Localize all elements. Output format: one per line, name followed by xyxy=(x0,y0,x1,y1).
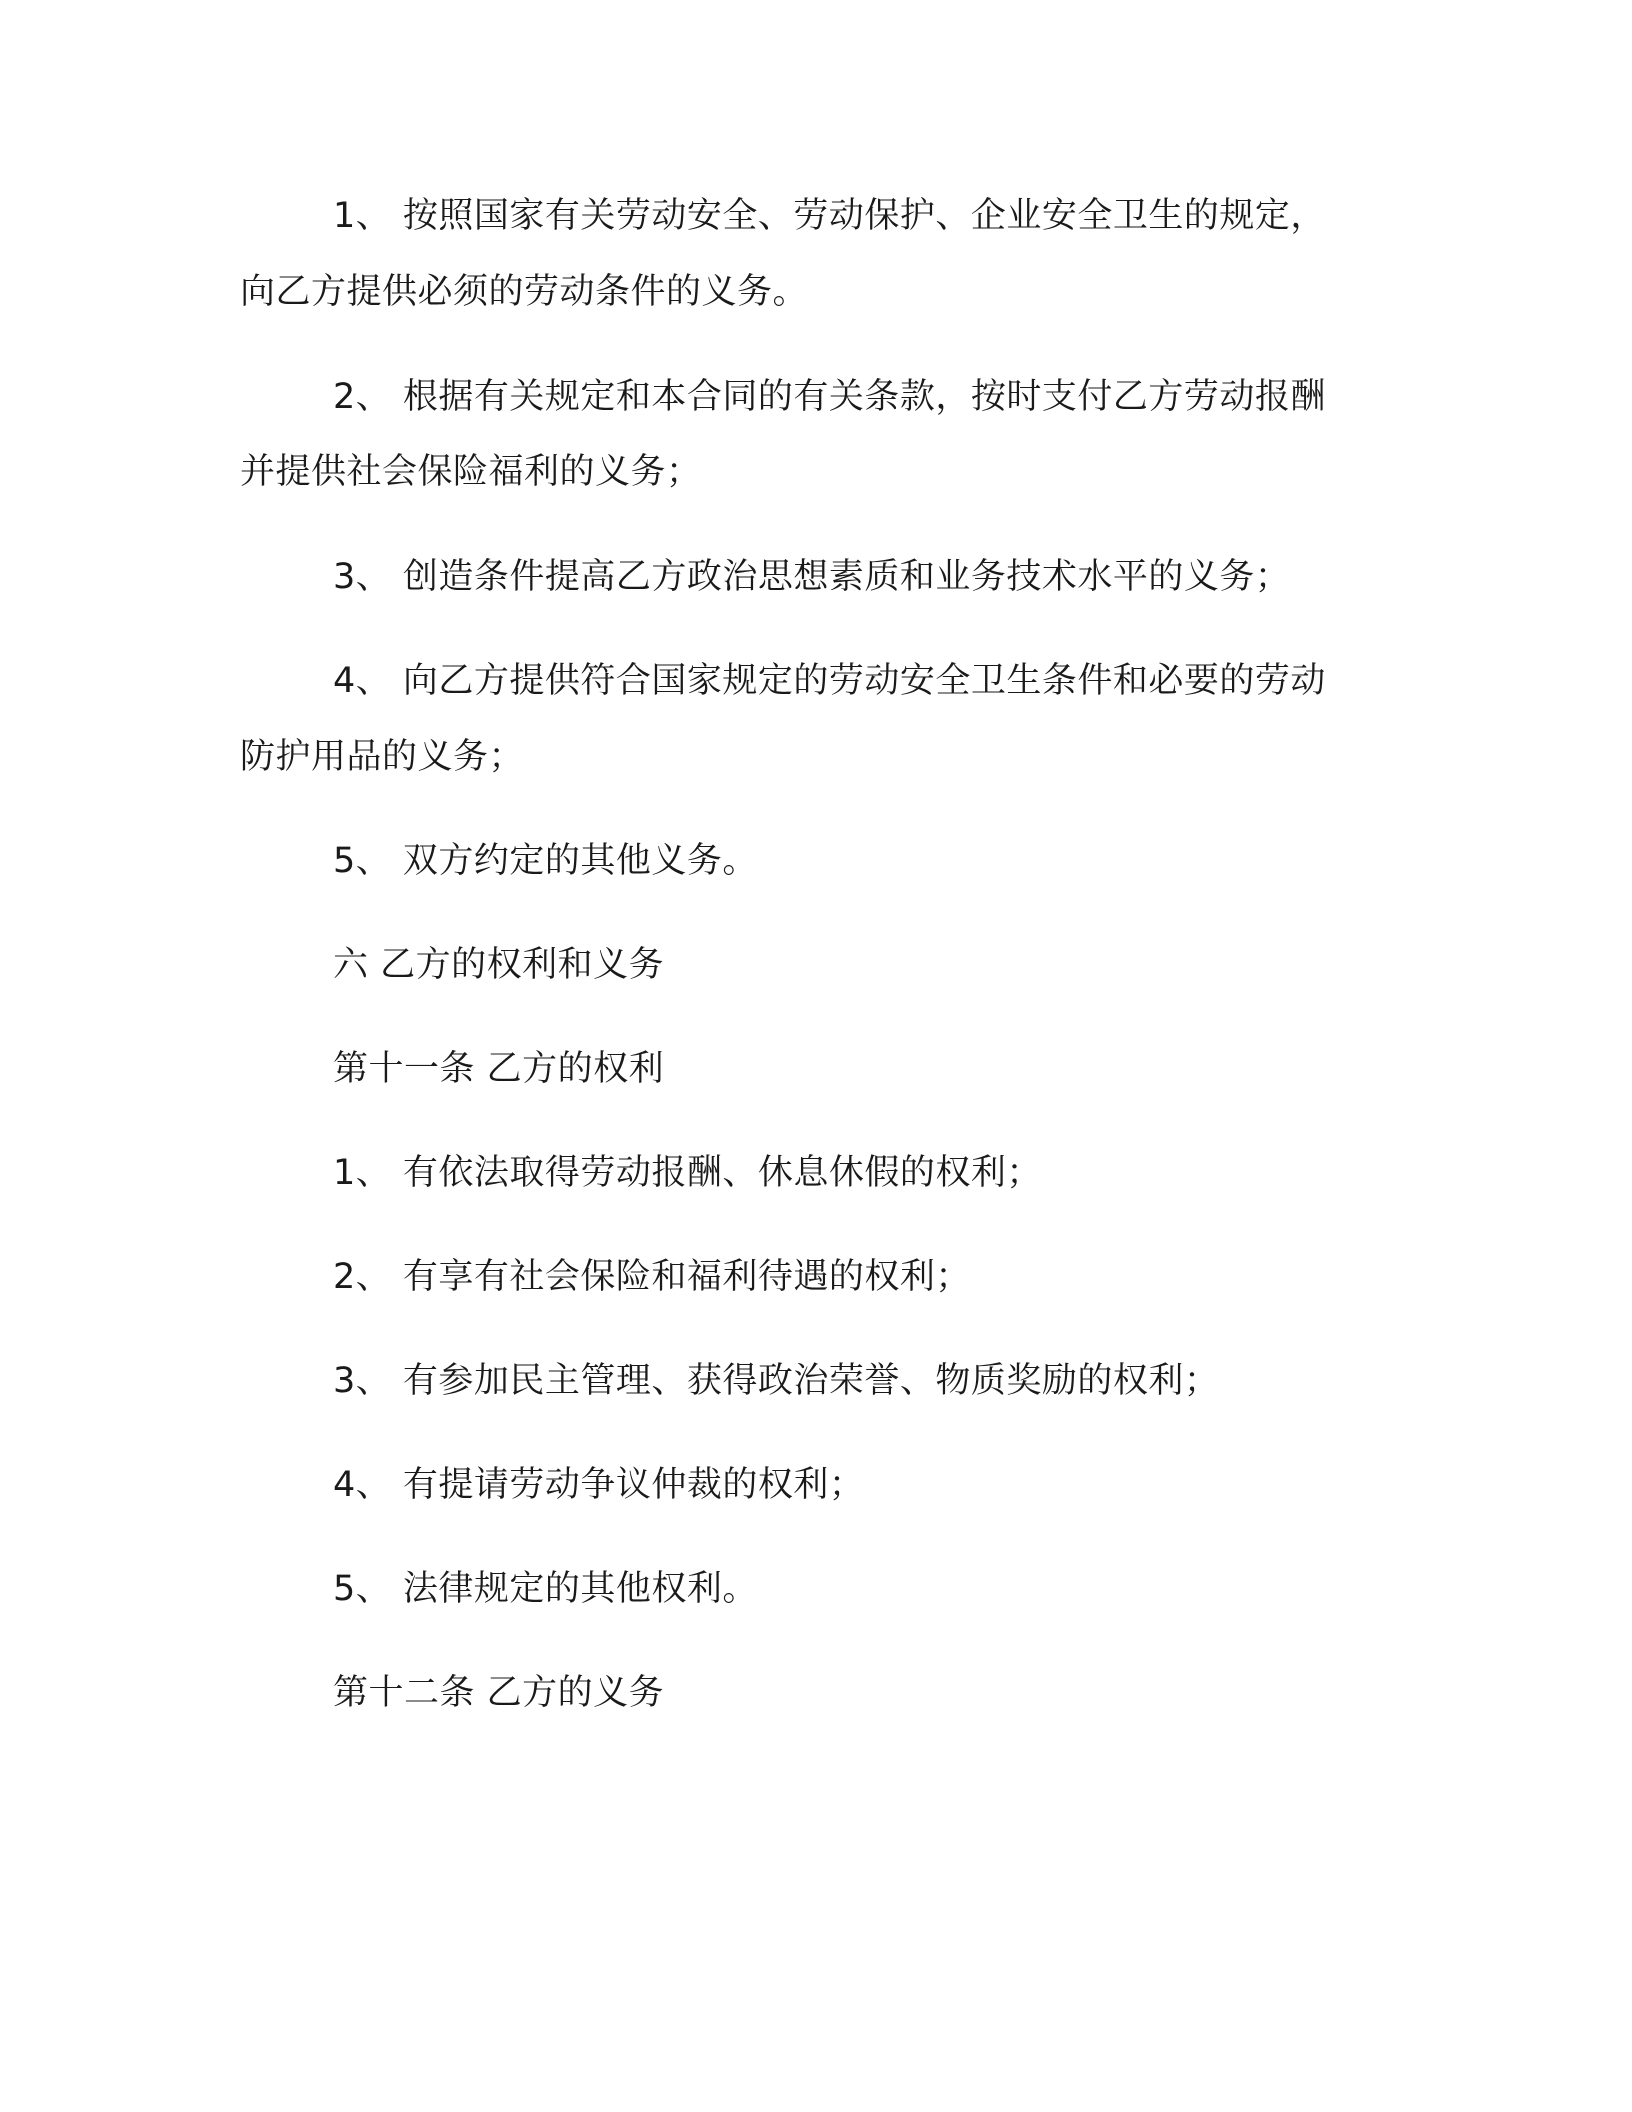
paragraph-line: 5、 双方约定的其他义务。 xyxy=(333,841,758,881)
paragraph-line: 3、 有参加民主管理、获得政治荣誉、物质奖励的权利； xyxy=(333,1361,1220,1401)
paragraph-line: 2、 根据有关规定和本合同的有关条款，按时支付乙方劳动报酬 xyxy=(333,377,1326,417)
paragraph-line: 4、 向乙方提供符合国家规定的劳动安全卫生条件和必要的劳动 xyxy=(333,661,1326,701)
paragraph-line: 3、 创造条件提高乙方政治思想素质和业务技术水平的义务； xyxy=(333,557,1291,597)
article-heading: 第十一条 乙方的权利 xyxy=(333,1049,665,1089)
article-heading: 第十二条 乙方的义务 xyxy=(333,1673,665,1713)
paragraph-line: 1、 按照国家有关劳动安全、劳动保护、企业安全卫生的规定， xyxy=(333,196,1326,236)
paragraph-line: 4、 有提请劳动争议仲裁的权利； xyxy=(333,1465,865,1505)
paragraph-line: 5、 法律规定的其他权利。 xyxy=(333,1569,758,1609)
paragraph-line: 防护用品的义务； xyxy=(240,737,525,777)
paragraph-line: 并提供社会保险福利的义务； xyxy=(240,452,702,492)
paragraph-line: 2、 有享有社会保险和福利待遇的权利； xyxy=(333,1257,971,1297)
paragraph-line: 向乙方提供必须的劳动条件的义务。 xyxy=(240,272,809,312)
section-heading: 六 乙方的权利和义务 xyxy=(333,945,665,985)
paragraph-line: 1、 有依法取得劳动报酬、休息休假的权利； xyxy=(333,1153,1042,1193)
